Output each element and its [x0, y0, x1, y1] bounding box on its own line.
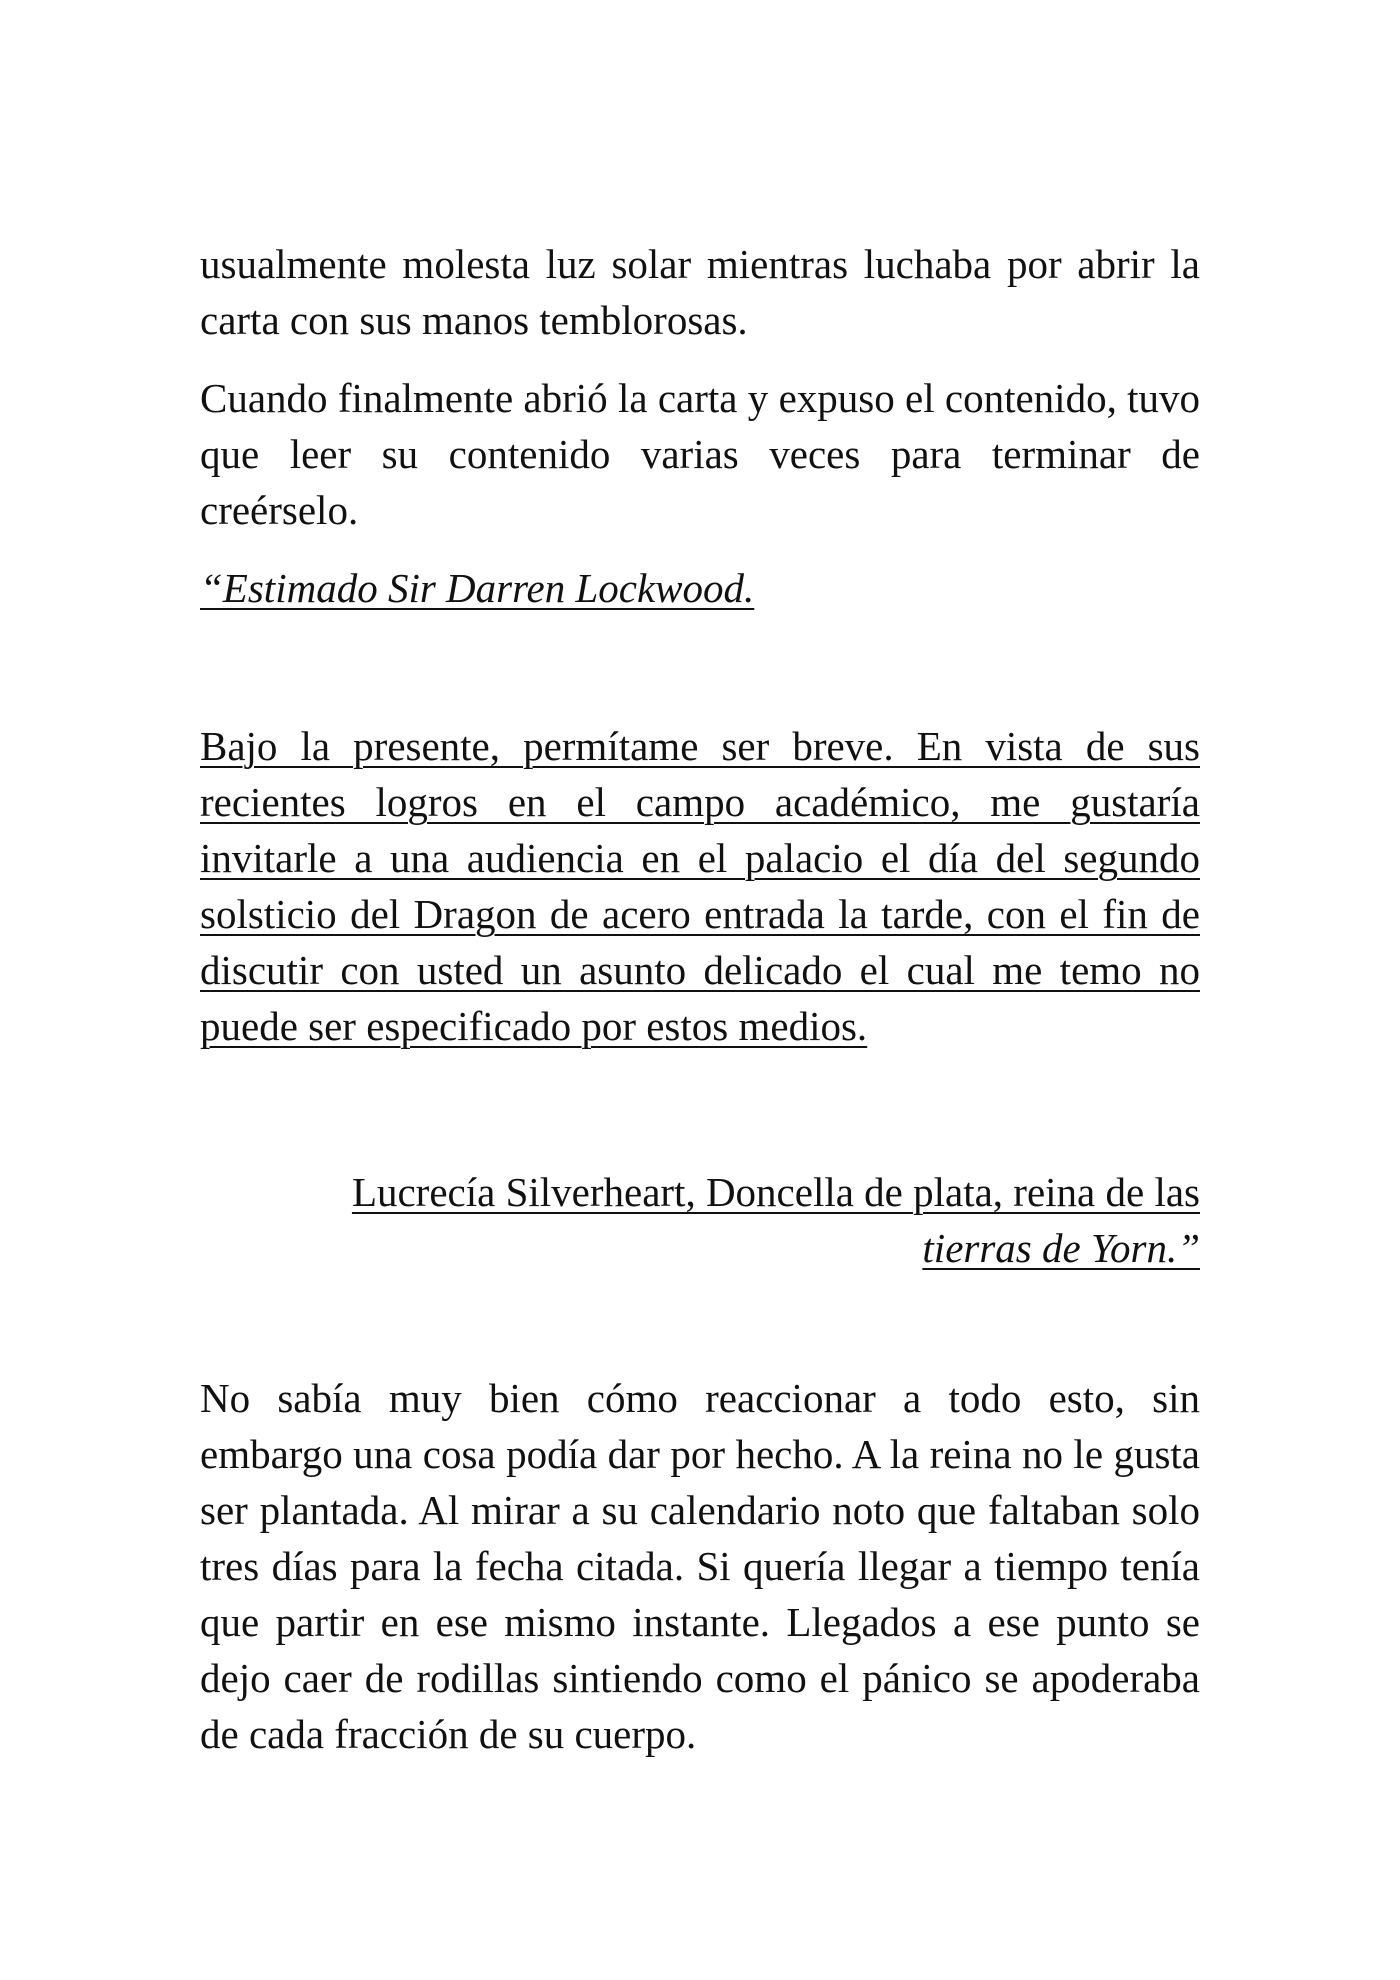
letter-salutation — [200, 560, 1200, 616]
letter-signature-name: Lucrecía Silverheart, Doncella de plata, reina de las — [351, 1169, 1200, 1215]
letter-signature-line-2 — [200, 1220, 1200, 1276]
paragraph-reading-letter: Cuando finalmente abrió la carta y expuso el contenido, tuvo que leer su contenido varias veces para terminar de creérselo. — [200, 375, 1200, 533]
paragraph-opening: usualmente molesta luz solar mientras luchaba por abrir la carta con sus manos temblorosas. — [200, 241, 1200, 343]
letter-salutation-text: “Estimado Sir Darren Lockwood. — [200, 565, 755, 611]
letter-body-text: Bajo la presente, permítame ser breve. En vista de sus recientes logros en el campo académico, me gustaría invitarle a una audiencia en el palacio el día del segundo solsticio del Dragon de acero entrada la tarde, con el fin de discutir con usted un asunto delicado el cual me temo no puede ser especificado por estos medios. — [200, 723, 1200, 1049]
paragraph-reaction: No sabía muy bien cómo reaccionar a todo esto, sin embargo una cosa podía dar por hecho. A la reina no le gusta ser plantada. Al mirar a su calendario noto que faltaban solo tres días para la fecha citada. Si quería llegar a tiempo tenía que partir en ese mismo instante. Llegados a ese punto se dejo caer de rodillas sintiendo como el pánico se apoderaba de cada fracción de su cuerpo. — [200, 1375, 1200, 1757]
letter-signature-line-1 — [200, 1164, 1200, 1220]
letter-body — [200, 718, 1200, 1054]
letter-signature-realm: tierras de Yorn.” — [922, 1225, 1200, 1271]
